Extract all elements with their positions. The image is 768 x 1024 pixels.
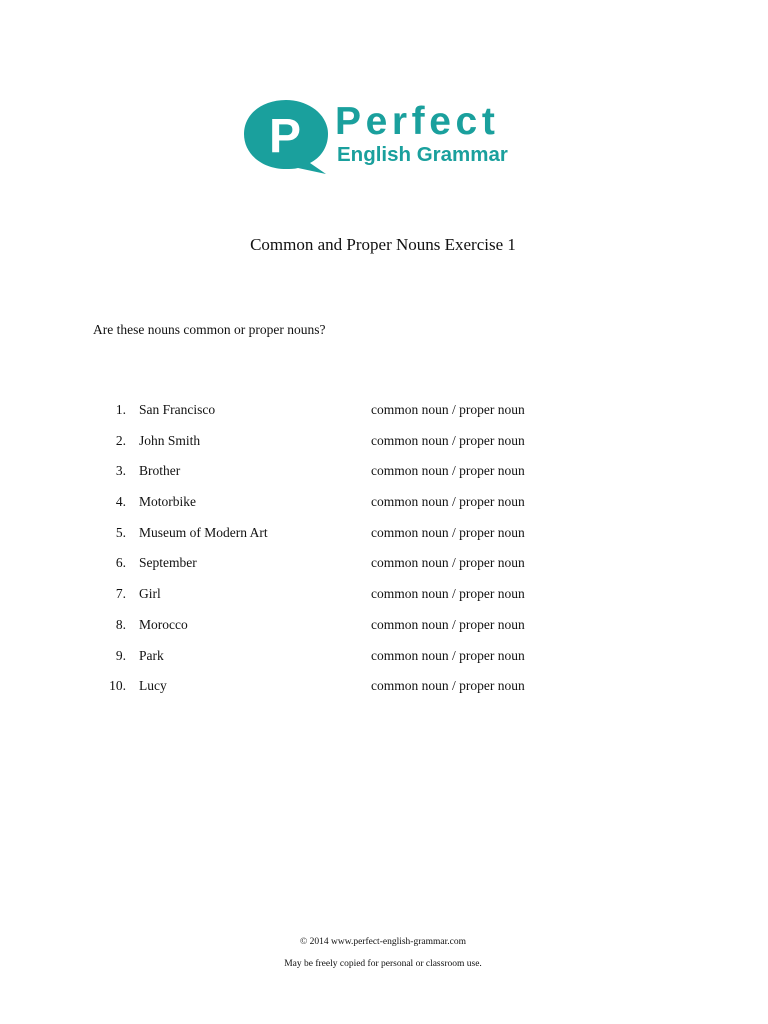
item-number: 6. bbox=[115, 555, 126, 571]
logo-wordmark-perfect: Perfect bbox=[335, 100, 500, 143]
item-word: Museum of Modern Art bbox=[139, 524, 268, 540]
exercise-item bbox=[0, 463, 768, 494]
item-word: Lucy bbox=[139, 678, 167, 694]
item-word: John Smith bbox=[139, 432, 201, 448]
item-options: common noun / proper noun bbox=[371, 463, 525, 479]
item-number: 9. bbox=[115, 647, 126, 663]
exercise-item bbox=[0, 525, 768, 556]
instructions: Are these nouns common or proper nouns? bbox=[93, 322, 326, 337]
item-options: common noun / proper noun bbox=[371, 647, 525, 663]
exercise-item bbox=[0, 494, 768, 525]
exercise-item bbox=[0, 433, 768, 464]
exercise-item bbox=[0, 402, 768, 433]
exercise-item bbox=[0, 586, 768, 617]
item-options: common noun / proper noun bbox=[371, 586, 525, 602]
item-number: 1. bbox=[115, 402, 126, 417]
exercise-item bbox=[0, 555, 768, 586]
exercise-item bbox=[0, 617, 768, 648]
logo bbox=[244, 100, 534, 176]
item-word: Park bbox=[139, 647, 164, 663]
exercise-list bbox=[0, 402, 768, 709]
item-word: Brother bbox=[139, 463, 181, 479]
item-options: common noun / proper noun bbox=[371, 555, 525, 571]
item-word: Morocco bbox=[139, 616, 188, 632]
item-number: 3. bbox=[115, 463, 126, 479]
item-options: common noun / proper noun bbox=[371, 616, 525, 632]
item-options: common noun / proper noun bbox=[371, 402, 525, 417]
footer-note: May be freely copied for personal or classroom use. bbox=[284, 959, 482, 969]
speech-bubble-p-icon bbox=[244, 100, 334, 176]
item-number: 2. bbox=[115, 432, 126, 448]
exercise-item bbox=[0, 678, 768, 709]
item-word: Motorbike bbox=[139, 494, 196, 510]
item-options: common noun / proper noun bbox=[371, 432, 525, 448]
logo-wordmark-english-grammar: English Grammar bbox=[337, 143, 508, 166]
page-title: Common and Proper Nouns Exercise 1 bbox=[250, 235, 516, 254]
item-number: 8. bbox=[115, 616, 126, 632]
item-number: 4. bbox=[115, 494, 126, 510]
logo-letter: P bbox=[268, 110, 302, 163]
item-number: 5. bbox=[115, 524, 126, 540]
footer-copyright: © 2014 www.perfect-english-grammar.com bbox=[300, 937, 466, 947]
exercise-item bbox=[0, 648, 768, 679]
item-options: common noun / proper noun bbox=[371, 494, 525, 510]
item-number: 7. bbox=[115, 586, 126, 602]
item-options: common noun / proper noun bbox=[371, 524, 525, 540]
item-word: San Francisco bbox=[139, 402, 216, 417]
item-options: common noun / proper noun bbox=[371, 678, 525, 694]
item-number: 10. bbox=[109, 678, 126, 694]
item-word: September bbox=[139, 555, 197, 571]
item-word: Girl bbox=[139, 586, 161, 602]
